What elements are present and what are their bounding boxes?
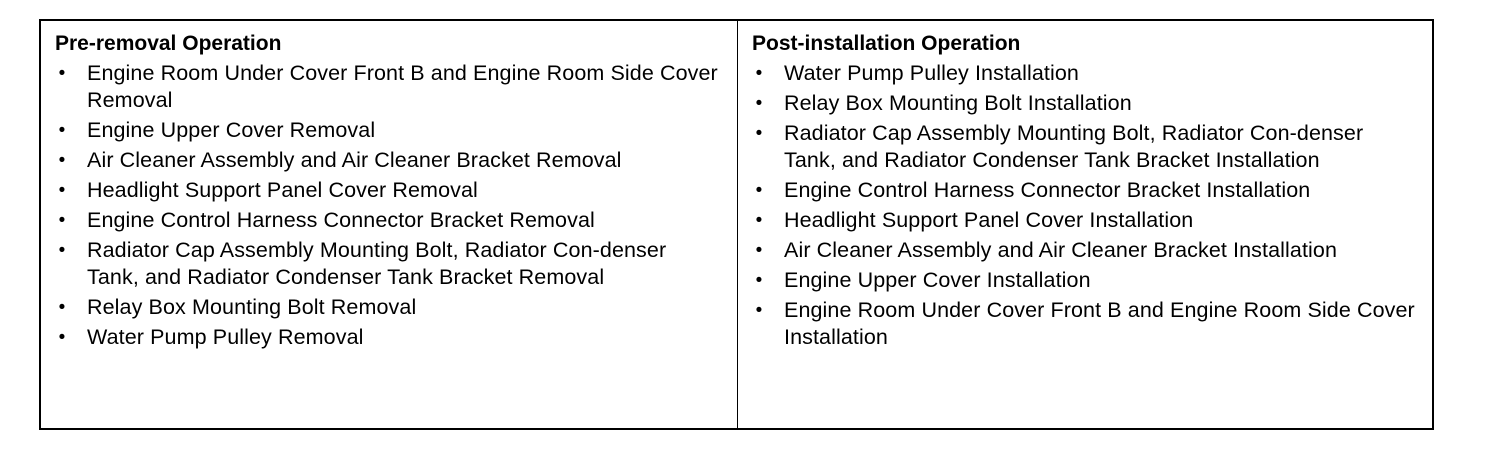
list-item-text: Engine Upper Cover Removal [87,118,376,142]
list-item-text: Radiator Cap Assembly Mounting Bolt, Radiator Con-denser Tank, and Radiator Condenser Tank Bracket Installation [784,121,1364,172]
list-item-text: Engine Control Harness Connector Bracket Installation [784,178,1311,202]
list-item [752,120,1418,174]
bullet-icon: • [755,210,763,231]
post-installation-column [738,21,1432,428]
list-item-text: Headlight Support Panel Cover Removal [87,178,478,202]
list-item [55,294,723,321]
list-item-text: Air Cleaner Assembly and Air Cleaner Bracket Installation [784,238,1338,262]
list-item-text: Engine Upper Cover Installation [784,268,1091,292]
list-item-text: Radiator Cap Assembly Mounting Bolt, Radiator Con-denser Tank, and Radiator Condenser Tank Bracket Removal [87,238,667,289]
list-item-text: Engine Room Under Cover Front B and Engine Room Side Cover Installation [784,298,1415,349]
post-installation-list [752,60,1418,351]
bullet-icon: • [58,297,66,318]
list-item-text: Air Cleaner Assembly and Air Cleaner Bracket Removal [87,148,622,172]
list-item [55,60,723,114]
list-item [55,117,723,144]
list-item [55,147,723,174]
bullet-icon: • [58,210,66,231]
bullet-icon: • [755,93,763,114]
list-item-text: Headlight Support Panel Cover Installation [784,208,1194,232]
list-item-text: Engine Control Harness Connector Bracket Removal [87,208,595,232]
post-installation-title: Post-installation Operation [752,32,1021,55]
bullet-icon: • [58,180,66,201]
list-item [752,90,1418,117]
bullet-icon: • [755,180,763,201]
bullet-icon: • [755,240,763,261]
list-item [752,60,1418,87]
list-item [55,207,723,234]
list-item [55,237,723,291]
list-item [752,177,1418,204]
list-item [752,267,1418,294]
bullet-icon: • [755,63,763,84]
list-item-text: Engine Room Under Cover Front B and Engine Room Side Cover Removal [87,61,718,112]
list-item [55,177,723,204]
bullet-icon: • [58,327,66,348]
bullet-icon: • [58,63,66,84]
pre-removal-list [55,60,723,351]
bullet-icon: • [755,300,763,321]
list-item-text: Relay Box Mounting Bolt Installation [784,91,1132,115]
list-item [55,324,723,351]
list-item-text: Water Pump Pulley Removal [87,325,364,349]
list-item [752,237,1418,264]
list-item [752,297,1418,351]
list-item-text: Relay Box Mounting Bolt Removal [87,295,417,319]
bullet-icon: • [58,240,66,261]
bullet-icon: • [755,270,763,291]
list-item-text: Water Pump Pulley Installation [784,61,1079,85]
list-item [752,207,1418,234]
pre-removal-title: Pre-removal Operation [55,32,282,55]
bullet-icon: • [755,123,763,144]
bullet-icon: • [58,150,66,171]
operations-table [39,19,1434,430]
pre-removal-column [41,21,738,428]
bullet-icon: • [58,120,66,141]
